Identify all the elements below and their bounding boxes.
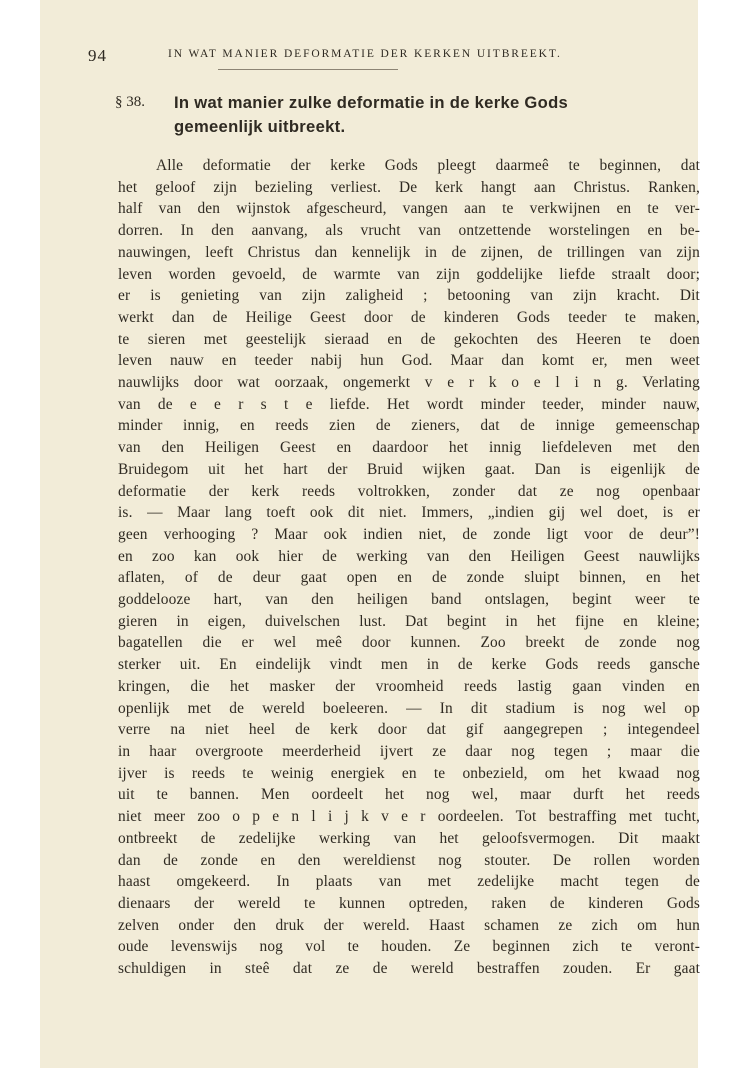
page-number: 94 (88, 46, 107, 65)
text-line: leven nauw en teeder nabij hun God. Maar dan komt er, men weet (118, 352, 700, 370)
text-line: minder innig, en reeds zien de zieners, dat de innige gemeenschap (118, 417, 700, 435)
text-line: in haar overgroote meerderheid ijvert ze daar nog tegen ; maar die (118, 742, 700, 760)
text-line: verre na niet heel de kerk door dat gif aangegrepen ; integendeel (118, 721, 700, 739)
text-line: nauwingen, leeft Christus dan kennelijk in de zijnen, de trillingen van zijn (118, 243, 700, 261)
text-line: kringen, die het masker der vroomheid reeds lastig gaan vinden en (118, 677, 700, 695)
text-line: gieren in eigen, duivelschen lust. Dat begint in het fijne en kleine; (118, 612, 700, 630)
text-line: bagatellen die er wel meê door kunnen. Zoo breekt de zonde nog (118, 634, 700, 652)
text-line: van den Heiligen Geest en daardoor het innig liefdeleven met den (118, 439, 700, 457)
text-line: oude levenswijs nog vol te houden. Ze beginnen zich te veront- (118, 938, 700, 956)
text-line: niet meer zoo o p e n l i j k v e r oordeelen. Tot bestraffing met tucht, (118, 808, 700, 826)
text-line: Alle deformatie der kerke Gods pleegt daarmeê te beginnen, dat (156, 157, 700, 174)
text-line: en zoo kan ook hier de werking van den Heiligen Geest nauwlijks (118, 547, 700, 565)
text-line: half van den wijnstok afgescheurd, vangen aan te verkwijnen en te ver- (118, 200, 700, 218)
book-page (40, 0, 698, 1068)
header-rule (218, 69, 398, 70)
text-line: van de e e r s t e liefde. Het wordt minder teeder, minder nauw, (118, 395, 700, 413)
text-line: haast omgekeerd. In plaats van met zedelijke macht tegen de (118, 873, 700, 891)
text-line: aflaten, of de deur gaat open en de zonde sluipt binnen, en het (118, 569, 700, 587)
running-head: IN WAT MANIER DEFORMATIE DER KERKEN UITBREEKT. (168, 48, 562, 60)
text-line: geen verhooging ? Maar ook indien niet, de zonde ligt voor de deur”! (118, 525, 700, 543)
text-line: goddelooze hart, van den heiligen band ontslagen, begint weer te (118, 591, 700, 609)
text-line: te sieren met geestelijk sieraad en de gekochten des Heeren te doen (118, 330, 700, 348)
text-line: schuldigen in steê dat ze de wereld bestraffen zouden. Er gaat (118, 960, 700, 978)
text-line: werkt dan de Heilige Geest door de kinderen Gods teeder te maken, (118, 308, 700, 326)
text-line: dienaars der wereld te kunnen optreden, raken de kinderen Gods (118, 894, 700, 912)
text-line: ontbreekt de zedelijke werking van het geloofsvermogen. Dit maakt (118, 829, 700, 847)
text-line: sterker uit. En eindelijk vindt men in de kerke Gods reeds gansche (118, 656, 700, 674)
text-line: het geloof zijn bezieling verliest. De kerk hangt aan Christus. Ranken, (118, 178, 700, 196)
text-line: is. — Maar lang toeft ook dit niet. Immers, „indien gij wel doet, is er (118, 504, 700, 522)
text-line: nauwlijks door wat oorzaak, ongemerkt v e r k o e l i n g. Verlating (118, 374, 700, 392)
text-line: uit te bannen. Men oordeelt het nog wel, maar durft het reeds (118, 786, 700, 804)
section-title-line: gemeenlijk uitbreekt. (174, 117, 346, 136)
body-paragraph (118, 155, 700, 980)
text-line: er is genieting van zijn zaligheid ; betooning van zijn kracht. Dit (118, 287, 700, 305)
text-line: leven worden gevoeld, de warmte van zijn goddelijke liefde straalt door; (118, 265, 700, 283)
section-number: § 38. (115, 94, 145, 110)
text-line: openlijk met de wereld boeleeren. — In dit stadium is nog wel op (118, 699, 700, 717)
text-line: zelven onder den druk der wereld. Haast schamen ze zich om hun (118, 916, 700, 934)
text-line: ijver is reeds te weinig energiek en te onbezield, om het kwaad nog (118, 764, 700, 782)
text-line: dan de zonde en den wereldienst nog stouter. De rollen worden (118, 851, 700, 869)
page-header (88, 44, 664, 68)
text-line: deformatie der kerk reeds voltrokken, zonder dat ze nog openbaar (118, 482, 700, 500)
text-line: dorren. In den aanvang, als vrucht van ontzettende worstelingen en be- (118, 222, 700, 240)
text-line: Bruidegom uit het hart der Bruid wijken gaat. Dan is eigenlijk de (118, 460, 700, 478)
section-title-line: In wat manier zulke deformatie in de kerke Gods (174, 93, 569, 112)
section-title (174, 91, 674, 139)
